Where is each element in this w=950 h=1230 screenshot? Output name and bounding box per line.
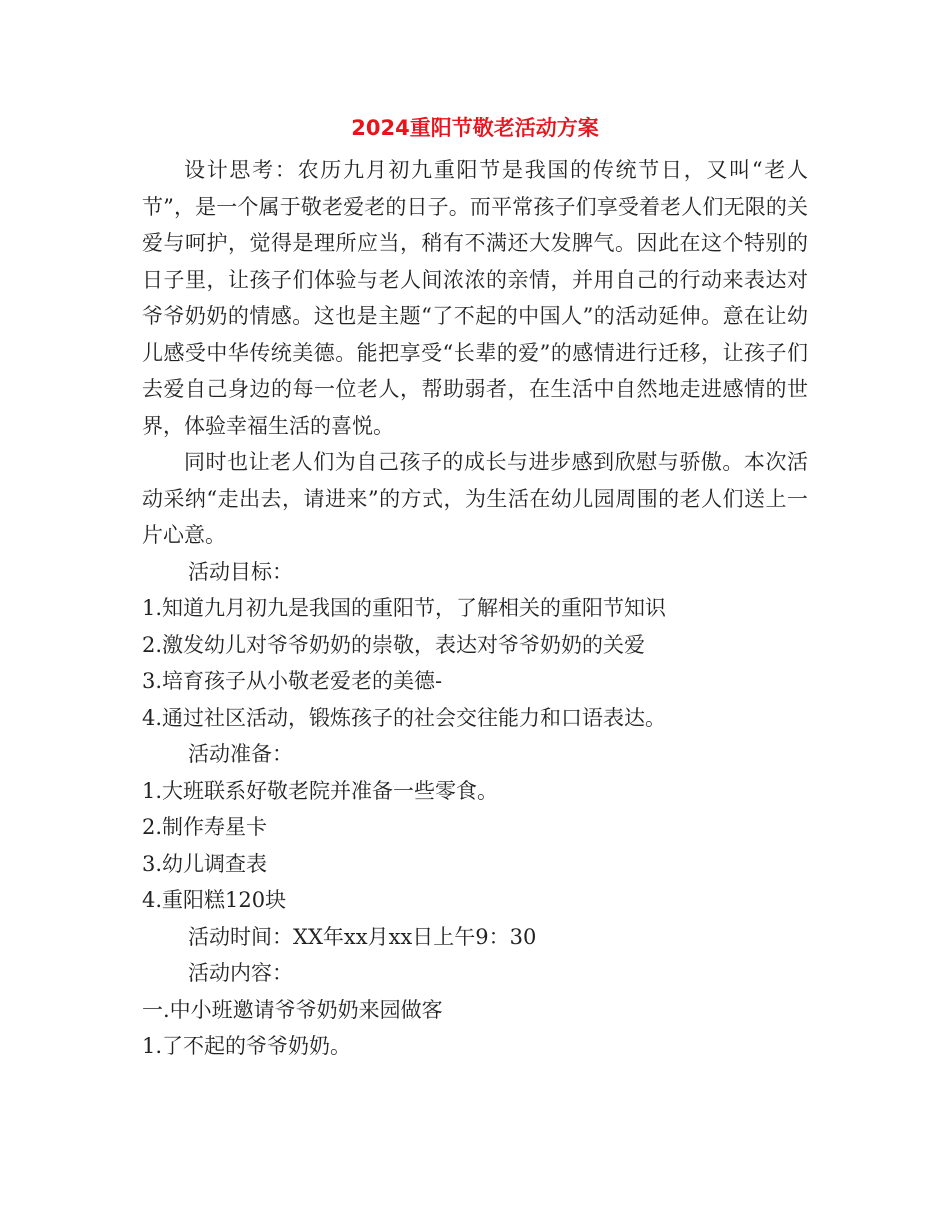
content-heading: 活动内容： [188, 961, 293, 985]
intro-paragraph: 设计思考：农历九月初九重阳节是我国的传统节日，又叫“老人节”，是一个属于敬老爱老的日子。而平常孩子们享受着老人们无限的关爱与呵护，觉得是理所应当，稍有不满还大发脾气。因此在这个特别的日子里，让孩子们体验与老人间浓浓的亲情，并用自己的行动来表达对爷爷奶奶的情感。这也是主题“了不起的中国人”的活动延伸。意在让幼儿感受中华传统美德。能把享受“长辈的爱”的感情进行迁移，让孩子们去爱自己身边的每一位老人，帮助弱者，在生活中自然地走进感情的世界，体验幸福生活的喜悦。 [142, 158, 808, 438]
prep-item-4: 4.重阳糕120块 [142, 888, 287, 912]
prep-item-3: 3.幼儿调查表 [142, 851, 268, 876]
second-paragraph: 同时也让老人们为自己孩子的成长与进步感到欣慰与骄傲。本次活动采纳“走出去，请进来”的方式，为生活在幼儿园周围的老人们送上一片心意。 [142, 450, 808, 547]
prep-item-2: 2.制作寿星卡 [142, 815, 268, 839]
document-page [142, 112, 808, 1065]
goal-item-1: 1.知道九月初九是我国的重阳节，了解相关的重阳节知识 [142, 596, 667, 620]
prep-heading: 活动准备： [188, 742, 293, 766]
goals-heading: 活动目标： [188, 559, 293, 584]
prep-item-1: 1.大班联系好敬老院并准备一些零食。 [142, 778, 499, 803]
goal-item-2: 2.激发幼儿对爷爷奶奶的崇敬，表达对爷爷奶奶的关爱 [142, 632, 646, 657]
goal-item-4: 4.通过社区活动，锻炼孩子的社会交往能力和口语表达。 [142, 705, 667, 730]
activity-time: 活动时间：XX年xx月xx日上午9：30 [188, 924, 537, 949]
goal-item-3: 3.培育孩子从小敬老爱老的美德- [142, 669, 443, 693]
document-title: 2024重阳节敬老活动方案 [351, 116, 599, 140]
content-item-1: 1.了不起的爷爷奶奶。 [142, 1034, 352, 1058]
content-section-1: 一.中小班邀请爷爷奶奶来园做客 [142, 997, 443, 1022]
